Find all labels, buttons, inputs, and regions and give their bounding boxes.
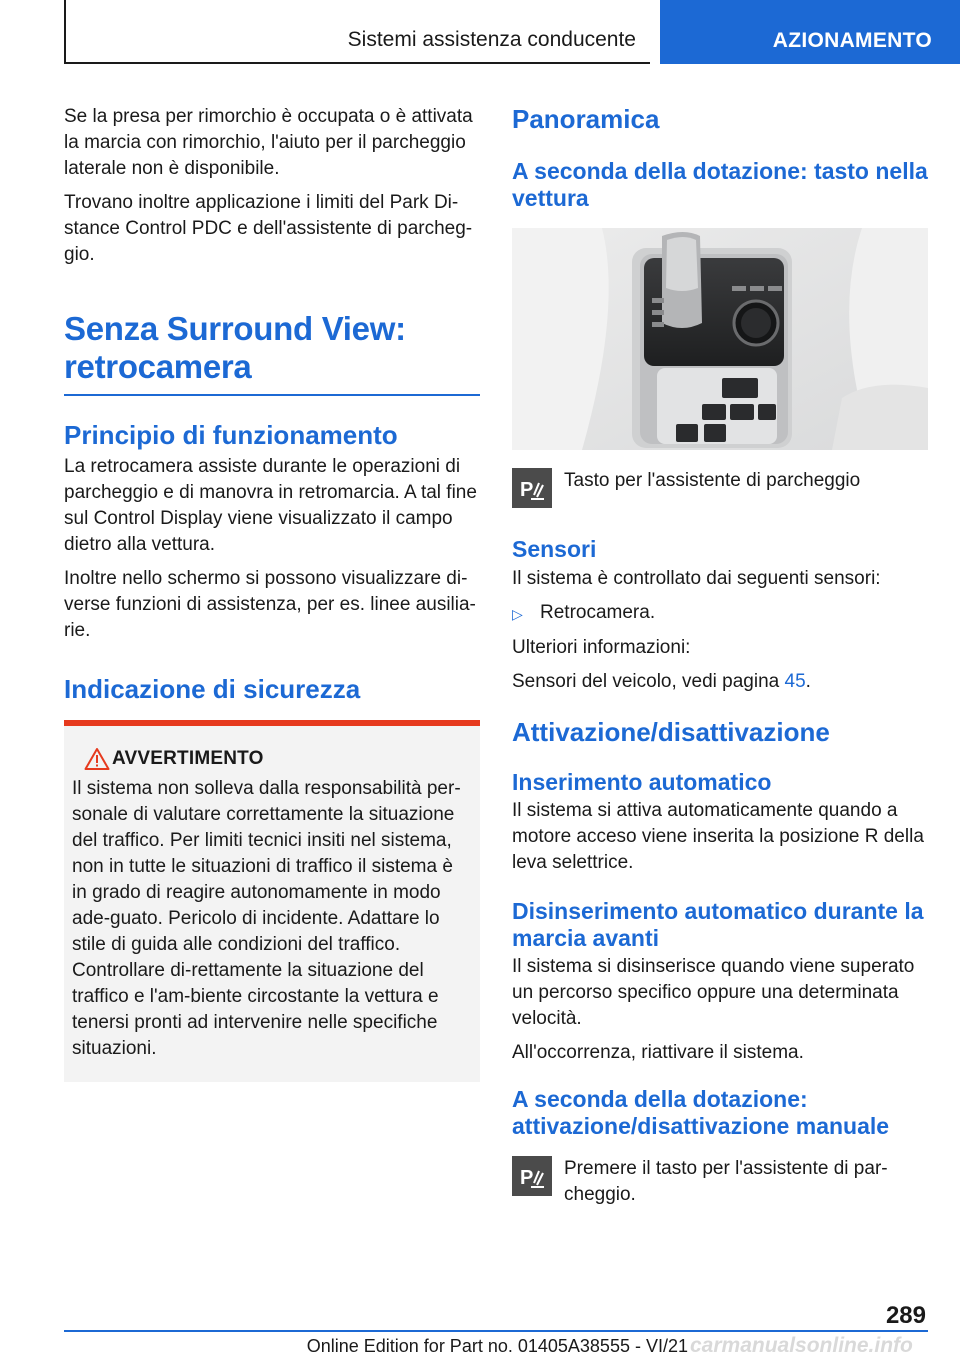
principle-paragraph-2: Inoltre nello schermo si possono visualizzare di‐verse funzioni di assistenza, per es. linee ausilia‐rie. xyxy=(64,568,476,641)
sensors-heading: Sensori xyxy=(512,536,597,562)
activation-heading: Attivazione/disattivazione xyxy=(512,717,830,747)
button-caption: Tasto per l'assistente di parcheggio xyxy=(564,470,861,491)
overview-heading: Panoramica xyxy=(512,104,660,134)
section-title: Sistemi assistenza conducente xyxy=(347,28,636,51)
sensors-reference xyxy=(512,669,928,695)
intro-paragraph-1: Se la presa per rimorchio è occupata o è attivata la marcia con rimorchio, l'aiuto per il parcheggio laterale non è disponibile. xyxy=(64,106,473,179)
more-info-label: Ulteriori informazioni: xyxy=(512,637,691,658)
warning-text: Il sistema non solleva dalla responsabilità per‐sonale di valutare correttamente la situazione del traffico. Per limiti tecnici insiti nel sistema, non in tutte le situazioni di traffico il sistema è in grado di reagire autonomamente in modo ade‐guato. Pericolo di incidente. Adattare lo stile di guida alle condizioni del traffico. Controllare di‐rettamente la situazione del traffico e l'am‐biente circostante la vettura e tenersi pronti ad intervenire nelle specifiche situazioni. xyxy=(72,778,461,1059)
reactivate-text: All'occorrenza, riattivare il sistema. xyxy=(512,1042,804,1063)
warning-triangle-icon xyxy=(72,744,112,774)
chapter-tab[interactable] xyxy=(660,0,960,64)
svg-text:P: P xyxy=(520,1167,534,1189)
chapter-title-rule xyxy=(64,394,480,396)
principle-heading: Principio di funzionamento xyxy=(64,420,398,450)
warning-title: AVVERTIMENTO xyxy=(112,748,264,769)
sensors-reference-text: Sensori del veicolo, vedi pagina xyxy=(512,671,785,692)
watermark: carmanualsonline.info xyxy=(690,1334,913,1357)
sensors-intro: Il sistema è controllato dai seguenti sensori: xyxy=(512,568,881,589)
manual-heading: A seconda della dotazione: attivazione/disattivazione manuale xyxy=(512,1086,890,1139)
button-legend xyxy=(512,468,928,508)
manual-text: Premere il tasto per l'assistente di par‐cheggio. xyxy=(564,1158,888,1205)
manual-instruction xyxy=(512,1156,928,1208)
edition-text: Online Edition for Part no. 01405A38555 - VI/21 xyxy=(306,1336,688,1356)
button-heading: A seconda della dotazione: tasto nella vettura xyxy=(512,158,928,211)
auto-off-heading: Disinserimento automatico durante la marcia avanti xyxy=(512,898,924,951)
warning-header xyxy=(72,744,472,774)
page-number: 289 xyxy=(885,1302,926,1329)
bullet-triangle-icon: ▷ xyxy=(512,606,523,622)
sensors-list-item-text: Retrocamera. xyxy=(540,602,656,623)
footer-rule xyxy=(64,1330,928,1332)
auto-on-text: Il sistema si attiva automaticamente quando a motore acceso viene inserita la posizione R della leva selettrice. xyxy=(512,800,924,873)
safety-heading: Indicazione di sicurezza xyxy=(64,674,361,704)
parking-assistant-button-icon xyxy=(512,468,552,508)
right-column xyxy=(512,104,928,1208)
intro-paragraph-2: Trovano inoltre applicazione i limiti del Park Di‐stance Control PDC e dell'assistente di parcheg‐gio. xyxy=(64,192,473,265)
parking-assistant-button-icon xyxy=(512,1156,552,1196)
sensors-list-item xyxy=(512,600,928,627)
auto-on-heading: Inserimento automatico xyxy=(512,769,772,795)
principle-paragraph-1: La retrocamera assiste durante le operazioni di parcheggio e di manovra in retromarcia. A tal fine sul Control Display viene visualizzato il campo dietro alla vettura. xyxy=(64,456,477,555)
warning-box xyxy=(64,720,480,1082)
left-column xyxy=(64,104,480,1082)
auto-off-text: Il sistema si disinserisce quando viene superato un percorso specifico oppure una determinata velocità. xyxy=(512,956,915,1029)
svg-text:P: P xyxy=(520,479,534,501)
header-bottom-rule xyxy=(64,62,650,64)
page-45-link[interactable]: 45 xyxy=(784,671,806,692)
center-console-photo xyxy=(512,228,928,450)
chapter-title: Senza Surround View: retrocamera xyxy=(64,310,406,385)
chapter-tab-label: AZIONAMENTO xyxy=(772,29,932,52)
sensors-reference-end: . xyxy=(805,671,811,692)
